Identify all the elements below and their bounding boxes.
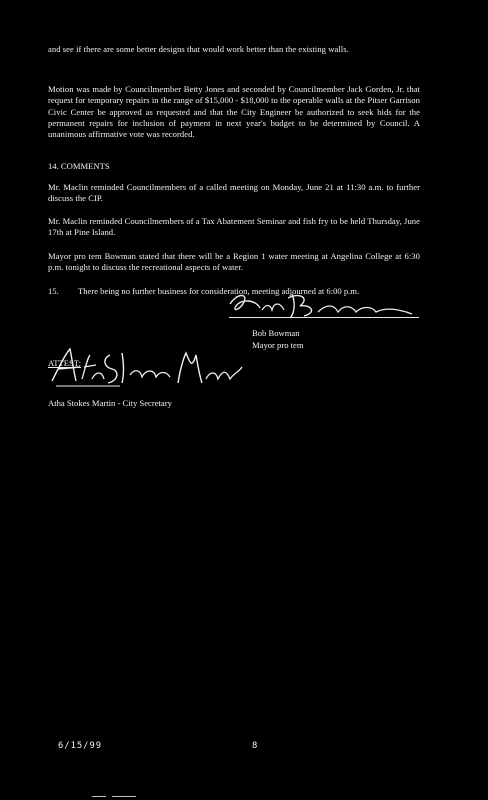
attest-label: ATTEST: <box>48 358 81 368</box>
heading-comments: 14. COMMENTS <box>48 161 110 171</box>
bottom-edge-mark <box>112 796 136 797</box>
footer-date: 6/15/99 <box>58 741 103 751</box>
paragraph-motion: Motion was made by Councilmember Betty Jones and seconded by Councilmember Jack Gorden, Jr. that request for temporary repairs in the range of $15,000 - $18,000 to the operable walls at the Pitser Garrison Civic Center be approved as requested and that the City Engineer be authorized to seek bids for the permanent repairs for inclusion of payment in next year's budget to be determined by Council. A unanimous affirmative vote was recorded. <box>48 84 420 140</box>
paragraph-called-meeting: Mr. Maclin reminded Councilmembers of a called meeting on Monday, June 21 at 11:30 a.m. to further discuss the CIP. <box>48 182 420 204</box>
secretary-signature <box>46 345 246 391</box>
bottom-edge-mark <box>92 796 106 797</box>
paragraph-walls: and see if there are some better designs that would work better than the existing walls. <box>48 44 349 54</box>
mayor-title: Mayor pro tem <box>252 340 304 350</box>
item-number: 15. <box>48 286 59 296</box>
paragraph-water-meeting: Mayor pro tem Bowman stated that there will be a Region 1 water meeting at Angelina College at 6:30 p.m. tonight to discuss the recreational aspects of water. <box>48 251 420 273</box>
secretary-name: Atha Stokes Martin - City Secretary <box>48 398 172 408</box>
mayor-name: Bob Bowman <box>252 328 300 338</box>
mayor-signature-line <box>229 317 419 318</box>
footer-page-number: 8 <box>252 741 259 751</box>
adjourned-text: There being no further business for consideration, meeting adjourned at 6:00 p.m. <box>78 286 360 296</box>
paragraph-tax-seminar: Mr. Maclin reminded Councilmembers of a Tax Abatement Seminar and fish fry to be held Thursday, June 17th at Pine Island. <box>48 216 420 238</box>
